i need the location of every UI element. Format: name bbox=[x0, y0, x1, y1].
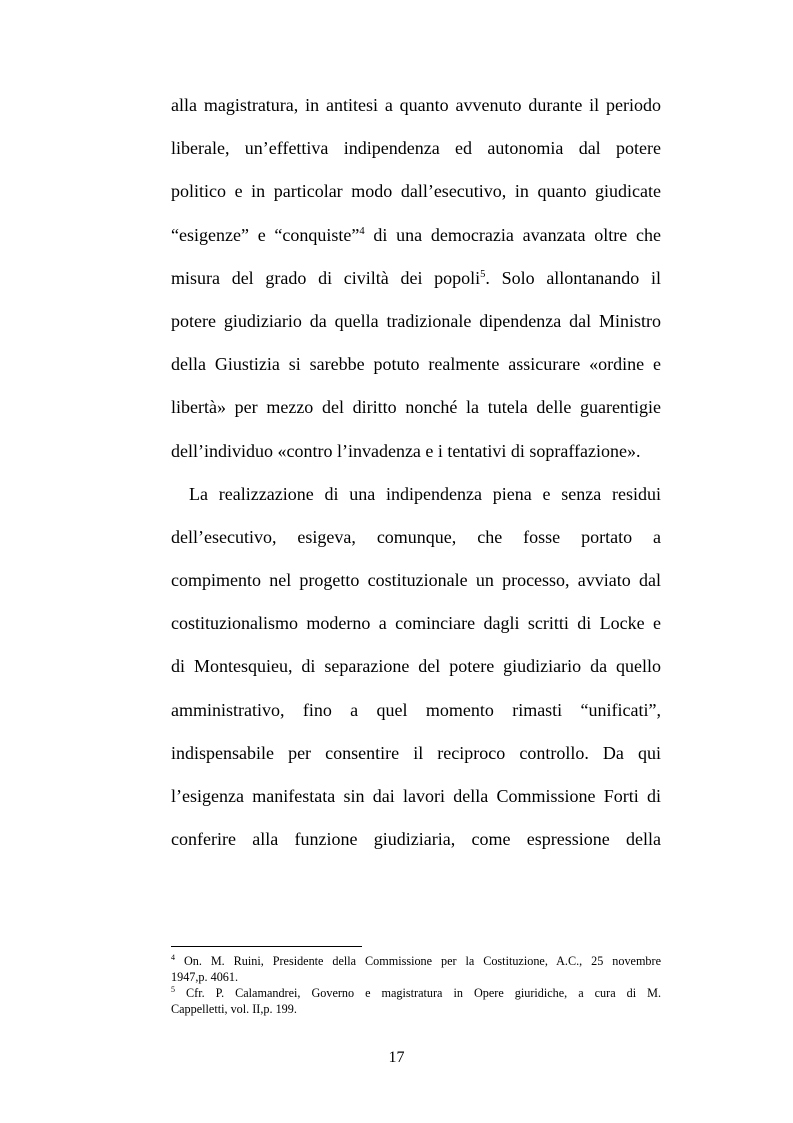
text-line: dell’esecutivo, esigeva, comunque, che fosse portato a bbox=[171, 526, 661, 547]
footnote-text: Cfr. P. Calamandrei, Governo e magistratura in Opere giuridiche, a cura di M. bbox=[186, 986, 661, 1000]
footnote-5 bbox=[171, 985, 661, 1001]
text-line: conferire alla funzione giudiziaria, come espressione della bbox=[171, 829, 661, 850]
text-fragment: di una democrazia avanzata oltre che bbox=[373, 224, 661, 245]
text-line bbox=[171, 257, 661, 300]
text-fragment: “esigenze” e “conquiste” bbox=[171, 224, 360, 245]
footnote-4-continued: 1947,p. 4061. bbox=[171, 970, 239, 984]
text-line: l’esigenza manifestata sin dai lavori della Commissione Forti di bbox=[171, 786, 661, 806]
text-line: della Giustizia si sarebbe potuto realmente assicurare «ordine e bbox=[171, 354, 661, 375]
footnote-separator bbox=[171, 946, 362, 947]
text-line: La realizzazione di una indipendenza piena e senza residui bbox=[189, 483, 661, 504]
footnotes bbox=[171, 953, 661, 1017]
footnote-5-continued: Cappelletti, vol. II,p. 199. bbox=[171, 1002, 297, 1016]
text-fragment: misura del grado di civiltà dei popoli bbox=[171, 267, 481, 288]
text-line: dell’individuo «contro l’invadenza e i tentativi di sopraffazione». bbox=[171, 440, 641, 461]
footnote-number: 5 bbox=[171, 985, 175, 994]
footnote-ref-4: 4 bbox=[359, 225, 365, 237]
footnote-ref-5: 5 bbox=[480, 268, 486, 280]
text-line: liberale, un’effettiva indipendenza ed autonomia dal potere bbox=[171, 138, 661, 159]
footnote-number: 4 bbox=[171, 953, 175, 962]
body-text bbox=[171, 84, 661, 861]
page-number: 17 bbox=[388, 1049, 405, 1066]
text-line: potere giudiziario da quella tradizionale dipendenza dal Ministro bbox=[171, 310, 661, 331]
text-line: indispensabile per consentire il reciproco controllo. Da qui bbox=[171, 742, 661, 763]
text-line: politico e in particolar modo dall’esecutivo, in quanto giudicate bbox=[171, 181, 661, 202]
text-line: libertà» per mezzo del diritto nonché la tutela delle guarentigie bbox=[171, 397, 661, 418]
text-line: costituzionalismo moderno a cominciare dagli scritti di Locke e bbox=[171, 613, 661, 634]
text-fragment: . Solo allontanando il bbox=[485, 267, 661, 288]
text-line: compimento nel progetto costituzionale un processo, avviato dal bbox=[171, 570, 661, 591]
text-line bbox=[171, 214, 661, 257]
text-line: di Montesquieu, di separazione del potere giudiziario da quello bbox=[171, 656, 661, 677]
text-line: alla magistratura, in antitesi a quanto avvenuto durante il periodo bbox=[171, 95, 661, 115]
footnote-4 bbox=[171, 953, 661, 969]
footnote-text: On. M. Ruini, Presidente della Commissione per la Costituzione, A.C., 25 novembre bbox=[183, 954, 661, 968]
text-line: amministrativo, fino a quel momento rimasti “unificati”, bbox=[171, 699, 661, 720]
